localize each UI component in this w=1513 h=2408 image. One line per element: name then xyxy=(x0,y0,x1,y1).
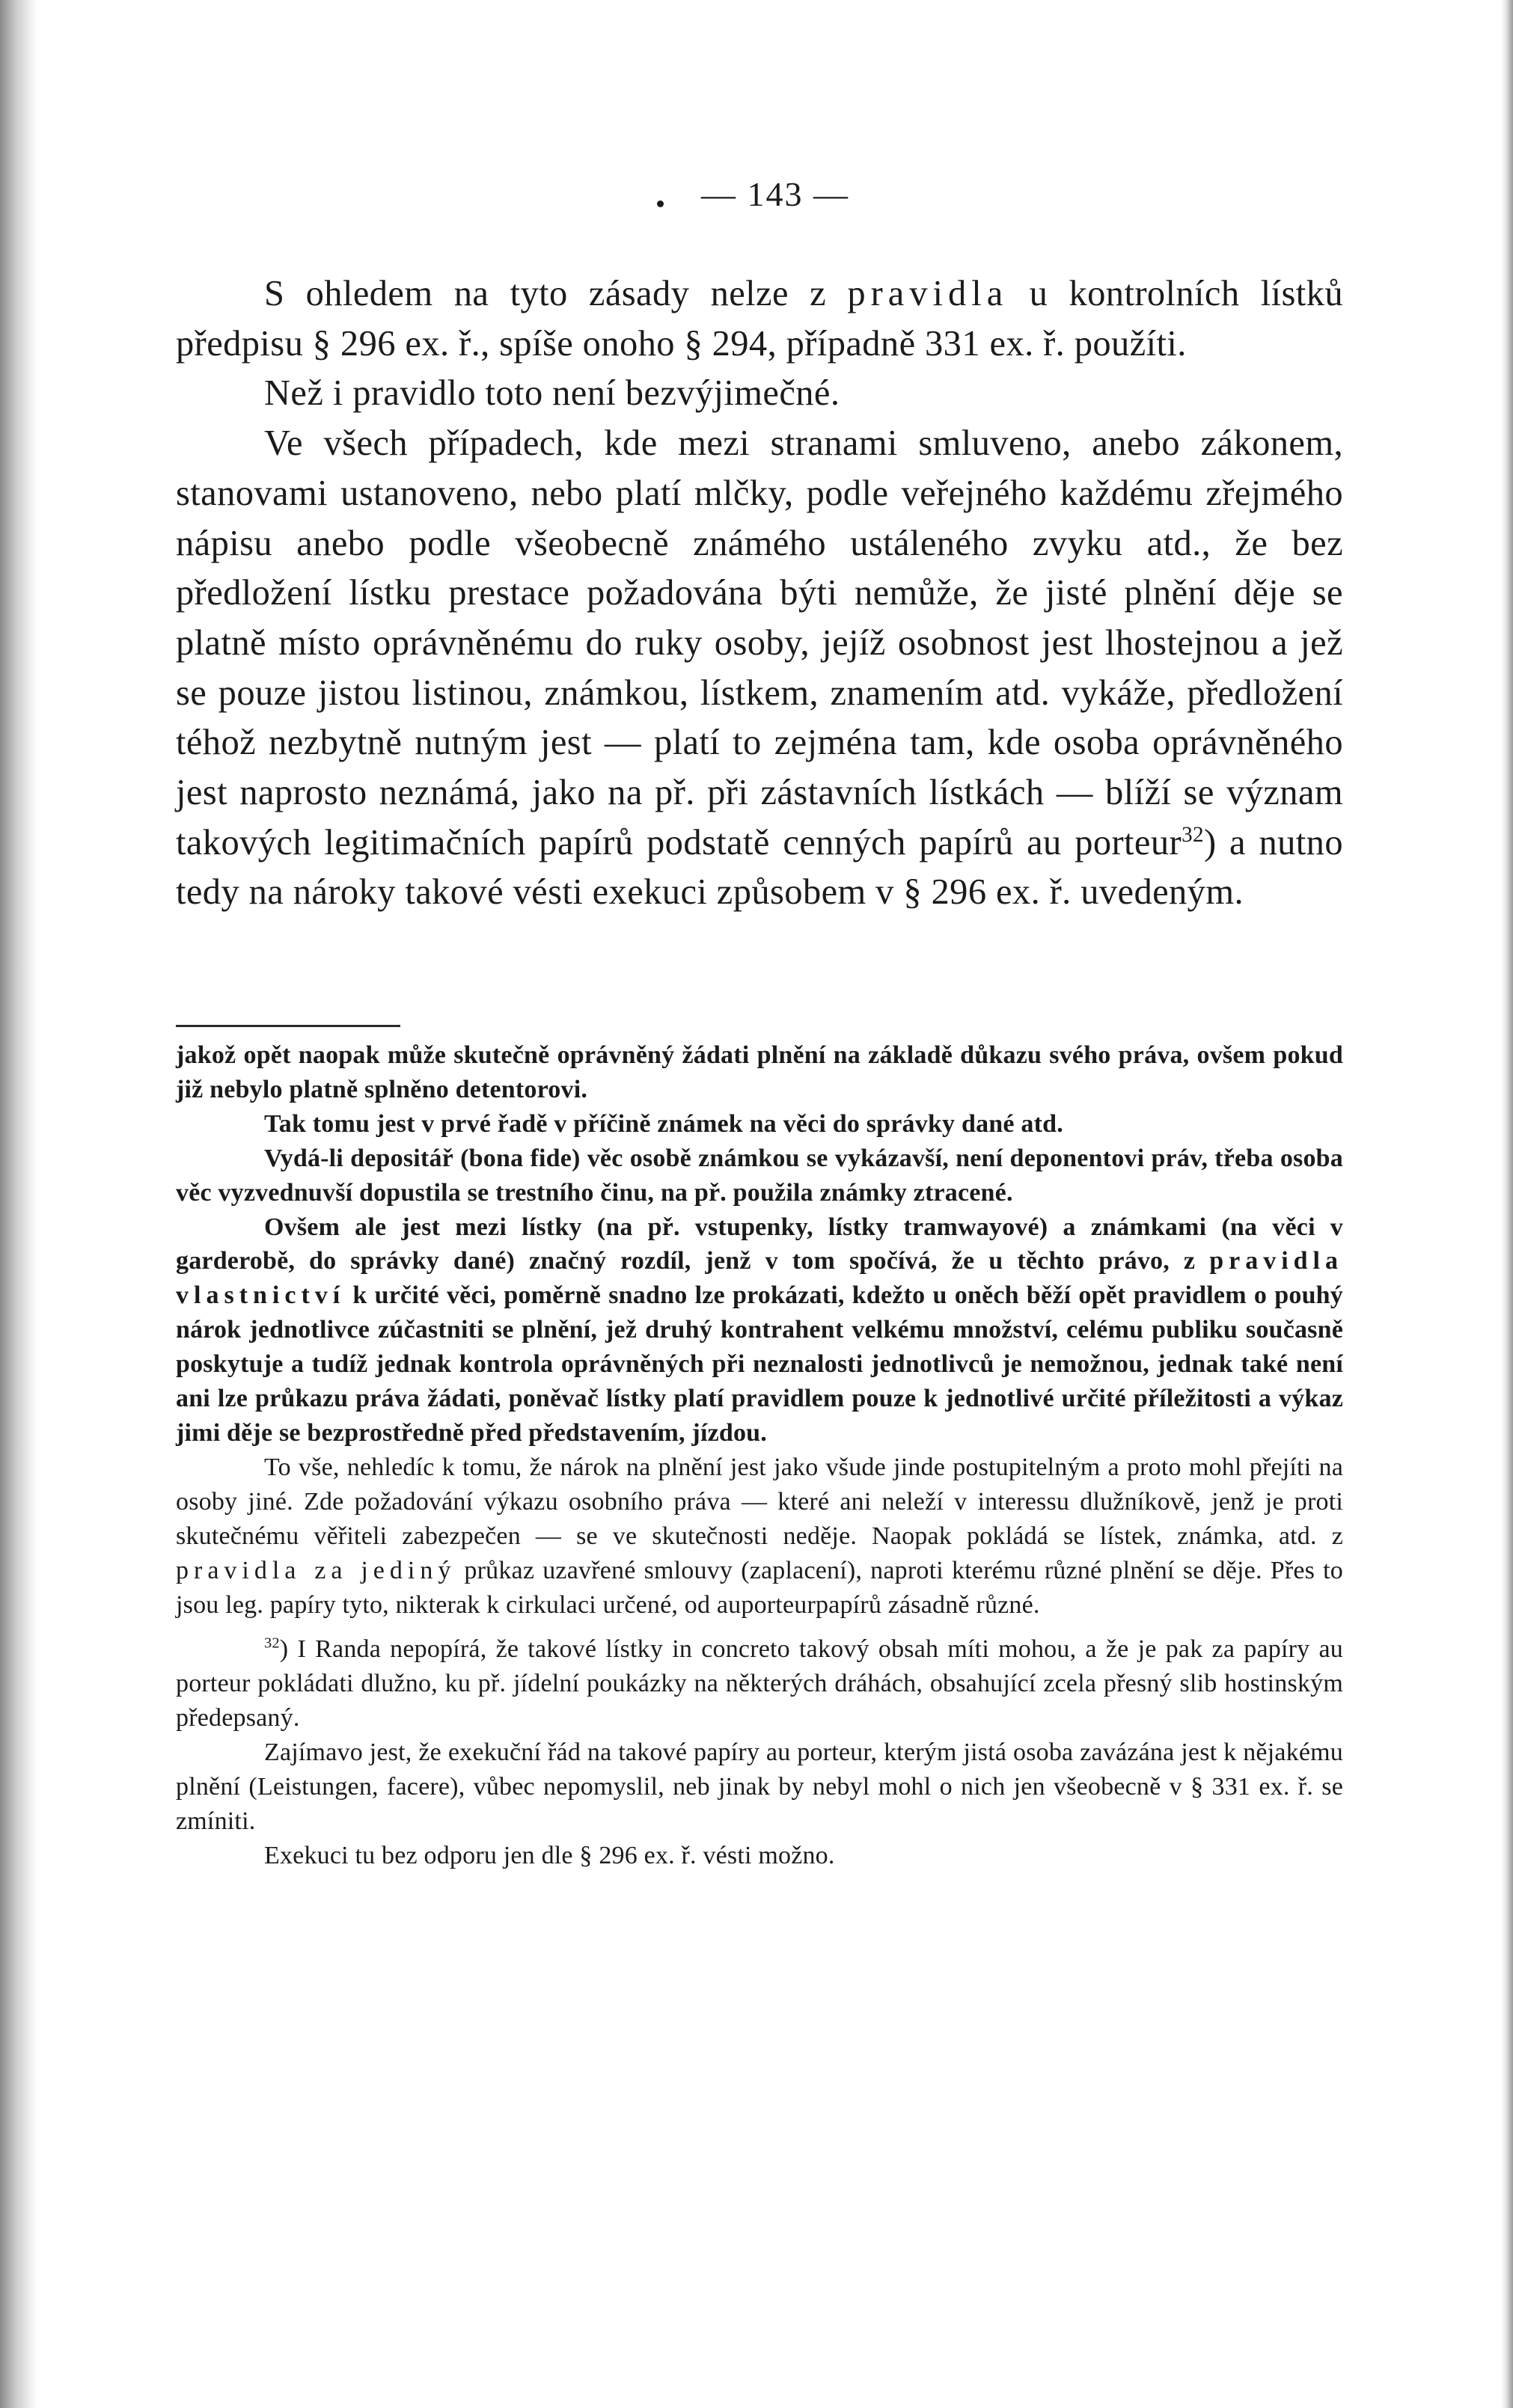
footnote-32-text: ) I Randa nepopírá, že takové lístky in concreto takový obsah míti mohou, a že je pak za papíry au porteur pokládati dlužno, ku př. jídelní poukázky na některých dráhách, obsahující zcela přesný slib hostinským předepsaný. xyxy=(176,1635,1343,1733)
footnote-para-7: Zajímavo jest, že exekuční řád na takové papíry au porteur, kterým jistá osoba zavázána jest k nějakému plnění (Leistungen, facere), vůbec nepomyslil, neb jinak by nebyl mohl o nich jen všeobecně v § 331 ex. ř. se zmíniti. xyxy=(176,1738,1343,1835)
footnote-para-5 xyxy=(176,1450,1343,1623)
paragraph-2: Než i pravidlo toto není bezvýjimečné. xyxy=(264,373,840,414)
book-page xyxy=(37,0,1513,2408)
footnote-continuation: jakož opět naopak může skutečně oprávněný žádati plnění na základě důkazu svého práva, ovšem pokud již nebylo platně splněno detentorovi. xyxy=(176,1041,1343,1103)
main-text xyxy=(176,269,1343,918)
paragraph-1-end: u kontrolních lístků předpisu § 296 ex. ř., spíše onoho § 294, případně 331 ex. ř. použíti. xyxy=(176,274,1343,364)
paragraph-1 xyxy=(176,269,1343,369)
scan-shadow-right xyxy=(1501,0,1513,2408)
footnote-para-5-end: průkaz uzavřené smlouvy (zaplacení), naproti kterému různé plnění se děje. Přes to jsou leg. papíry tyto, nikterak k cirkulaci určené, od auporteurpapírů zásadně různé. xyxy=(176,1556,1344,1619)
scan-shadow-left xyxy=(0,0,37,2408)
footnote-marker-32: 32 xyxy=(264,1635,280,1652)
footnote-para-2: Tak tomu jest v prvé řadě v příčině známek na věci do správky dané atd. xyxy=(264,1109,1063,1138)
footnote-para-4-end: k určité věci, poměrně snadno lze prokázati, kdežto u oněch běží opět pravidlem o pouhý nárok jednotlivce zúčastniti se plnění, jež druhý kontrahent velkému množství, celému publiku současně poskytuje a tudíž jednak kontrola oprávněných při neznalosti jednotlivců je nemožnou, jednak také není ani lze průkazu práva žádati, poněvač lístky platí pravidlem pouze k jednotlivé určité příležitosti a výkaz jimi děje se bezprostředně před představením, jízdou. xyxy=(176,1281,1343,1447)
footnote-para-4 xyxy=(176,1210,1343,1450)
emphasis-pravidla-vlastnictvi: pravidla vlastnictví xyxy=(176,1247,1343,1310)
footnotes xyxy=(176,1038,1343,1873)
paragraph-1-start: S ohledem na tyto zásady nelze z xyxy=(264,274,848,313)
footnote-para-4-start: Ovšem ale jest mezi lístky (na př. vstupenky, lístky tramwayové) a známkami (na věci v garderobě, do správky dané) značný rozdíl, jenž v tom spočívá, že u těchto právo, z xyxy=(176,1213,1343,1275)
paragraph-3 xyxy=(176,419,1343,918)
paragraph-3-start: Ve všech případech, kde mezi stranami smluveno, anebo zákonem, stanovami ustanoveno, nebo platí mlčky, podle veřejného každému zřejmého nápisu anebo podle všeobecně známého ustáleného zvyku atd., že bez předložení lístku prestace požadována býti nemůže, že jisté plnění děje se platně místo oprávněnému do ruky osoby, jejíž osobnost jest lhostejnou a jež se pouze jistou listinou, známkou, lístkem, znamením atd. vykáže, předložení téhož nezbytně nutným jest — platí to zejména tam, kde osoba oprávněného jest naprosto neznámá, jako na př. při zástavních lístkách — blíží se význam takových legitimačních papírů podstatě cenných papírů au porteur xyxy=(176,423,1343,863)
footnote-ref-32: 32 xyxy=(1182,822,1204,847)
page-number: — 143 — xyxy=(701,175,849,213)
footnote-para-8: Exekuci tu bez odporu jen dle § 296 ex. ř. vésti možno. xyxy=(264,1841,835,1869)
footnote-divider xyxy=(176,1025,400,1027)
paragraph-3-end: ) a nutno tedy na nároky takové vésti exekuci způsobem v § 296 ex. ř. uvedeným. xyxy=(176,822,1343,913)
emphasis-pravidla: pravidla xyxy=(847,274,1009,313)
footnote-para-5-start: To vše, nehledíc k tomu, že nárok na plnění jest jako všude jinde postupitelným a proto mohl přejíti na osoby jiné. Zde požadování výkazu osobního práva — které ani neleží v interessu dlužníkově, jenž je proti skutečnému věřiteli zabezpečen — se ve skutečnosti neděje. Naopak pokládá se lístek, známka, atd. z xyxy=(176,1453,1343,1550)
emphasis-pravidla-za-jediny: pravidla za jediný xyxy=(176,1556,456,1584)
footnote-para-3: Vydá-li depositář (bona fide) věc osobě známkou se vykázavší, není deponentovi práv, třeba osoba věc vyzvednuvší dopustila se trestního činu, na př. použila známky ztracené. xyxy=(176,1144,1343,1207)
footnote-32 xyxy=(176,1632,1343,1735)
